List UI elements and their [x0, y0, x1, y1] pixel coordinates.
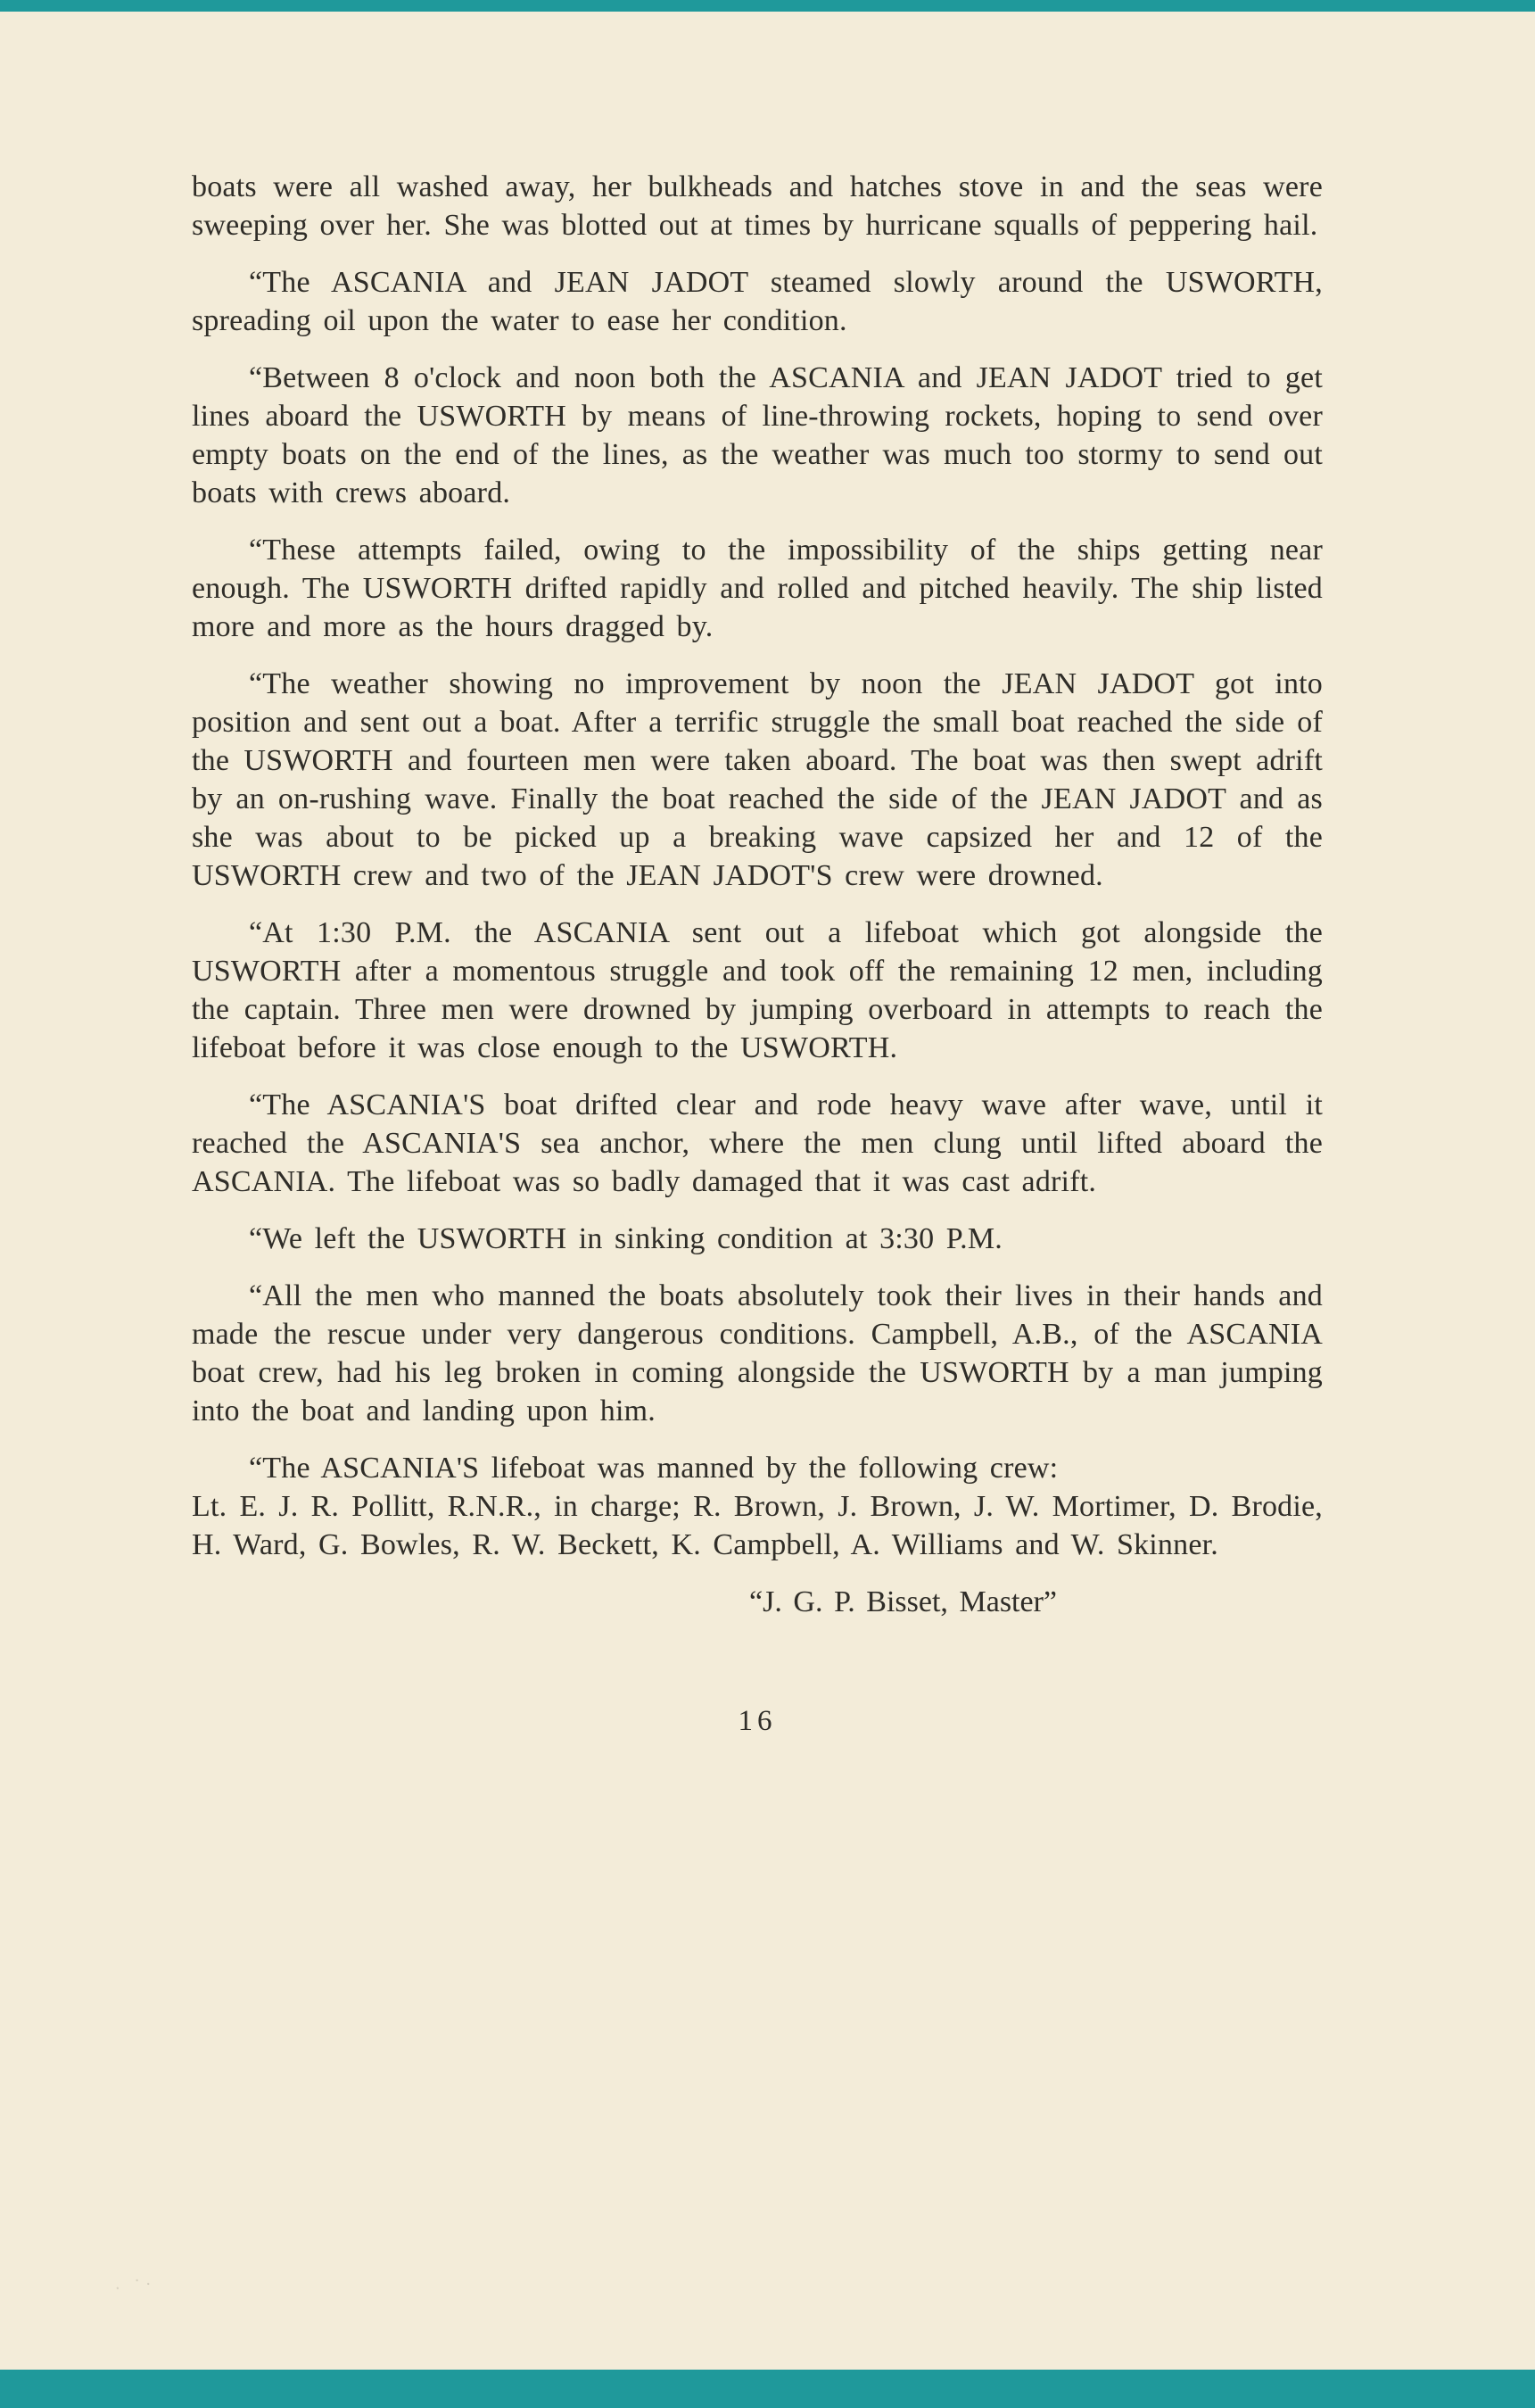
page-number: 16	[738, 1705, 777, 1737]
text-column	[192, 168, 1323, 1739]
top-border-band	[0, 0, 1535, 12]
paragraph-continuation: boats were all washed away, her bulkheads and hatches stove in and the seas were sweeping over her. She was blotted out at times by hurricane squalls of peppering hail.	[192, 170, 1323, 242]
paragraph-left-usworth-sinking: “We left the USWORTH in sinking condition at 3:30 P.M.	[249, 1222, 1003, 1255]
paragraph-attempts-failed: “These attempts failed, owing to the impossibility of the ships getting near enough. The USWORTH drifted rapidly and rolled and pitched heavily. The ship listed more and more as the hours dragged by.	[192, 534, 1323, 643]
crew-list: Lt. E. J. R. Pollitt, R.N.R., in charge; R. Brown, J. Brown, J. W. Mortimer, D. Brodie, H. Ward, G. Bowles, R. W. Beckett, K. Campbell, A. Williams and W. Skinner.	[192, 1490, 1323, 1561]
paragraph-ascania-boat-drifted: “The ASCANIA'S boat drifted clear and rode heavy wave after wave, until it reached the ASCANIA'S sea anchor, where the men clung until lifted aboard the ASCANIA. The lifeboat was so badly damaged that it was cast adrift.	[192, 1088, 1323, 1198]
paragraph-quote-ascania-jean-jadot: “The ASCANIA and JEAN JADOT steamed slowly around the USWORTH, spreading oil upon the water to ease her condition.	[192, 266, 1323, 337]
bottom-border-band	[0, 2370, 1535, 2408]
paragraph-between-8-and-noon: “Between 8 o'clock and noon both the ASCANIA and JEAN JADOT tried to get lines aboard the USWORTH by means of line-throwing rockets, hoping to send over empty boats on the end of the lines, as the weather was much too stormy to send out boats with crews aboard.	[192, 361, 1323, 509]
signature-line: “J. G. P. Bisset, Master”	[749, 1585, 1057, 1618]
ink-smudge-artifact: . ·.	[113, 2268, 157, 2294]
paragraph-weather-no-improvement: “The weather showing no improvement by noon the JEAN JADOT got into position and sent out a boat. After a terrific struggle the small boat reached the side of the USWORTH and fourteen men were taken aboard. The boat was then swept adrift by an on-rushing wave. Finally the boat reached the side of the JEAN JADOT and as she was about to be picked up a breaking wave capsized her and 12 of the USWORTH crew and two of the JEAN JADOT'S crew were drowned.	[192, 667, 1323, 892]
paragraph-lifeboat-manned-by-crew: “The ASCANIA'S lifeboat was manned by the following crew:	[249, 1452, 1059, 1485]
paragraph-at-130-pm: “At 1:30 P.M. the ASCANIA sent out a lifeboat which got alongside the USWORTH after a momentous struggle and took off the remaining 12 men, including the captain. Three men were drowned by jumping overboard in attempts to reach the lifeboat before it was close enough to the USWORTH.	[192, 916, 1323, 1064]
paragraph-all-the-men: “All the men who manned the boats absolutely took their lives in their hands and made the rescue under very dangerous conditions. Campbell, A.B., of the ASCANIA boat crew, had his leg broken in coming alongside the USWORTH by a man jumping into the boat and landing upon him.	[192, 1279, 1323, 1427]
